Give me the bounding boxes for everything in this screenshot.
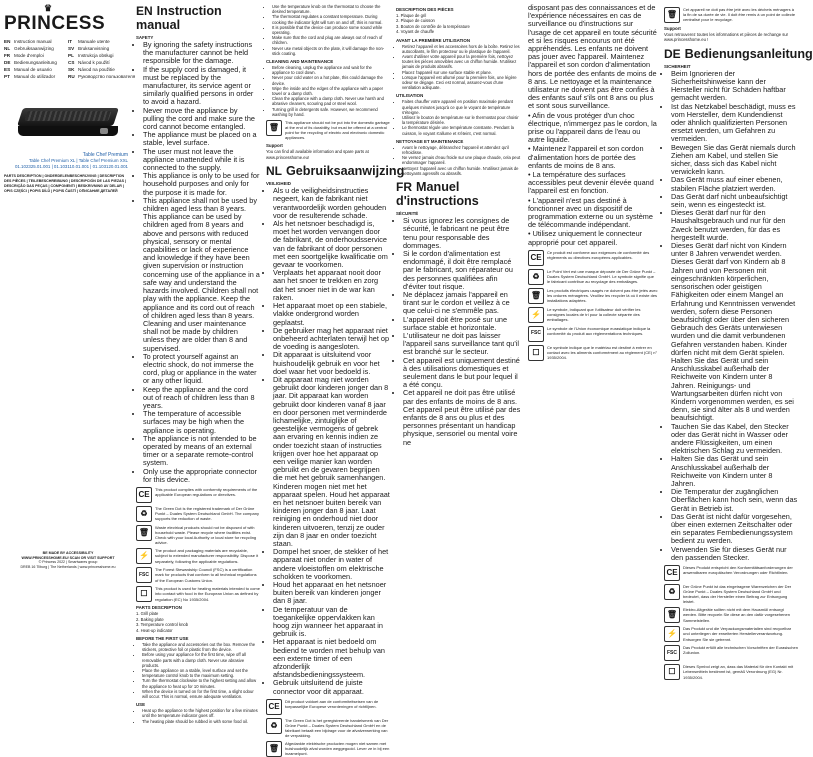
safety-item: • This appliance shall not be used by children aged less than 8 years. This appliance can be used by children aged from 8 years and above and persons with reduced physical, sensory or mental capabilities or lack of experience and knowledge if they have been given supervision or instruction concerning use of the appliance in a safe way and understand the hazards involved. Children shall not play with the appliance. Keep the appliance and its cord out of reach of children aged less than 8 years. Cleaning and user maintenance shall not be made by children unless they are older than 8 and supervised.	[143, 197, 260, 353]
safety-item: • Tauchen Sie das Kabel, den Stecker oder das Gerät nicht in Wasser oder andere Flüssigkeiten, um einen elektrischen Schlag zu vermeiden.	[671, 423, 798, 456]
en-use-list	[136, 708, 260, 724]
safety-item: • Si le cordon d'alimentation est endommagé, il doit être remplacé par le fabricant, son réparateur ou des personnes qualifiées afin d'éviter tout risque.	[403, 250, 522, 291]
symbol-note-text: Les produits électriques usagés ne doivent pas être jetés avec les ordures ménagères. Veuillez les recycler là où il existe des installations adaptées.	[547, 287, 658, 304]
instruction-item: • Place the appliance on a stable, level surface and set the temperature control knob to the maximum setting.	[142, 668, 260, 678]
symbol-note	[664, 664, 798, 680]
de-notes	[664, 565, 798, 680]
instruction-item: • When the device is turned on for the first time, a slight odour will occur. This is normal, ensure adequate ventilation.	[142, 689, 260, 699]
symbol-note-text: Der Grüne Punkt ist das eingetragene Warenzeichen der Der Grüne Punkt – Duales System Deutschland GmbH und bedeutet, dass der Hersteller einen Beitrag zur Entsorgung leistet.	[683, 584, 792, 605]
safety-paragraph: disposant pas des connaissances et de l'expérience nécessaires en cas de surveillance ou d'instructions sur l'usage de cet appareil en toute sécurité et si les risques encourus ont été appréhendés. Les enfants ne doivent pas jouer avec l'appareil. Maintenez l'appareil et son cordon d'alimentation hors de portée des enfants de moins de 8 ans. Le nettoyage et la maintenance utilisateur ne doivent pas être confiés à des enfants sauf s'ils ont 8 ans ou plus et sont sous surveillance.	[528, 3, 657, 111]
part-item: 3. Bouton de contrôle de la température	[396, 23, 470, 29]
symbol-note	[528, 250, 658, 266]
safety-paragraph: • La température des surfaces accessibles peut devenir élevée quand l'appareil est en fonction.	[528, 170, 654, 196]
fr-safety-list	[396, 217, 522, 447]
symbol-note	[136, 586, 260, 602]
fr-safety-continued	[528, 4, 658, 247]
instruction-item: • Never use metal objects on the plate, it will damage the non-stick coating.	[272, 46, 390, 56]
fr-before-list	[396, 44, 522, 91]
en-parts-heading: PARTS DESCRIPTION	[136, 605, 182, 611]
part-item: 2. Plaque de cuisson	[396, 18, 435, 24]
symbol-icon: ♻	[136, 506, 152, 522]
nl-notes	[266, 699, 390, 757]
language-entry: ES Manual de usuario	[4, 67, 52, 72]
fr-before-heading: AVANT LA PREMIÈRE UTILISATION	[396, 37, 470, 43]
symbol-note	[528, 288, 658, 304]
symbol-note-text: Afgedankte elektrische producten mogen niet samen met huishoudelijk afval worden weggegooid. Lever ze in bij een inzamelpunt.	[285, 741, 390, 757]
instruction-item: • Utilisez le bouton de température sur le thermostat pour choisir la température désirée.	[402, 115, 522, 125]
en-support-heading: Support	[266, 143, 283, 149]
fr-column	[396, 4, 522, 447]
symbol-note-text: Ce produit est conforme aux exigences de conformité des règlements ou directives européens applicables.	[547, 249, 650, 260]
fr-title: FR Manuel d'instructions	[396, 180, 479, 209]
safety-paragraph: • Afin de vous protéger d'un choc électrique, n'immergez pas le cordon, la prise ou l'appareil dans de l'eau ou autre liquide.	[528, 110, 657, 145]
safety-item: • Cet appareil est uniquement destiné à des utilisations domestiques et seulement dans le but pour lequel il a été conçu.	[403, 357, 522, 390]
symbol-note-text: The Green Dot is het geregistreerde handelsmerk van Der Grüne Punkt – Duales System Deutschland GmbH en de fabrikant betaalt een bijdrage voor de afvalverwerking van de verpakking.	[285, 717, 389, 739]
symbol-icon: FSC	[664, 645, 680, 661]
symbol-note	[266, 120, 390, 140]
language-entry: PL Instrukcja obsługi	[68, 53, 114, 58]
nl-title: NL Gebruiksaanwijzing	[266, 164, 405, 179]
en-notes	[136, 487, 260, 602]
symbol-icon: ⚡	[136, 548, 152, 564]
symbol-icon: ☐	[664, 664, 680, 680]
symbol-note-text: Elektro-Altgeräte sollten nicht mit dem Hausmüll entsorgt werden. Bitte recyceln Sie diese an den dafür vorgesehenen Sammelstellen.	[683, 607, 790, 623]
en-column	[136, 4, 260, 724]
symbol-note-text: Dieses Produkt entspricht den Konformitätsanforderungen der anwendbaren europäischen Verordnungen oder Richtlinien.	[683, 565, 793, 576]
instruction-item: • Faites chauffer votre appareil en position maximale pendant quelques minutes jusqu'à ce que le voyant de température s'éteigne.	[402, 99, 522, 115]
part-item: 3. Temperature control knob	[136, 622, 189, 628]
safety-item: • Verplaats het apparaat nooit door aan het snoer te trekken en zorg dat het snoer niet in de war kan raken.	[273, 269, 390, 302]
fr-parts-list	[396, 13, 522, 35]
grill-plate	[24, 111, 111, 121]
symbol-note	[664, 626, 798, 642]
instruction-item: • The heating plate should be rubbed in with some food oil.	[142, 719, 260, 724]
safety-item: • The appliance is not intended to be operated by means of an external timer or a separate remote-control system.	[143, 435, 260, 468]
safety-item: • Cet appareil ne doit pas être utilisé par des enfants de moins de 8 ans. Cet appareil peut être utilisé par des enfants de 8 ans ou plus et des personnes présentant un handicap physique, sensoriel ou mental voire ne	[403, 389, 522, 446]
en-before-list	[136, 642, 260, 699]
footer-made: BE MADE BY ACCESSIBILITY	[42, 550, 94, 555]
nl-safety-list	[266, 187, 390, 696]
temperature-knob	[100, 128, 108, 134]
safety-item: • Als het netsnoer beschadigd is, moet het worden vervangen door de fabrikant, de onderhoudsservice van de fabrikant of door personen met een soortgelijke kwalificatie om gevaar te voorkomen.	[273, 220, 390, 269]
symbol-note-text: This product complies with conformity requirements of the applicable European regulations or directives.	[155, 486, 258, 498]
symbol-icon: 🗑	[266, 120, 282, 136]
symbol-note	[664, 607, 798, 623]
symbol-note	[528, 269, 658, 285]
en-safety-list	[136, 41, 260, 484]
cover-footer	[4, 551, 132, 570]
language-entry: CS Návod k použití	[68, 60, 110, 65]
symbol-icon: 🗑	[266, 741, 282, 757]
safety-item: • Dit apparaat mag niet worden gebruikt door kinderen jonger dan 8 jaar. Dit apparaat kan worden gebruikt door kinderen vanaf 8 jaar en door personen met verminderde lichamelijke, zintuiglijke of geestelijke vermogens of gebrek aan ervaring en kennis indien ze onder toezicht staan of instructies krijgen over hoe het apparaat op een veilige manier kan worden gebruikt en de gevaren begrijpen die met het gebruik samenhangen. Kinderen mogen niet met het apparaat spelen. Houd het apparaat en het netsnoer buiten bereik van kinderen jonger dan 8 jaar. Laat reiniging en onderhoud niet door kinderen uitvoeren, tenzij ze ouder zijn dan 8 jaar en onder toezicht staan.	[273, 376, 390, 548]
en-parts-list	[136, 611, 260, 633]
safety-item: • Das Gerät ist nicht dafür vorgesehen, über einen externen Zeitschalter oder ein separates Fernbedienungssystem bedient zu werden.	[671, 513, 798, 546]
en-before-heading: BEFORE THE FIRST USE	[136, 635, 189, 641]
symbol-note-text: Le symbole de l'Union économique eurasiatique indique la conformité du produit aux réglementations techniques.	[547, 325, 651, 336]
symbol-icon: 🗑	[664, 607, 680, 623]
en-cleaning-list	[266, 65, 390, 117]
safety-item: • Houd het apparaat en het netsnoer buiten bereik van kinderen jonger dan 8 jaar.	[273, 581, 390, 606]
instruction-item: • Before cleaning, unplug the appliance and wait for the appliance to cool down.	[272, 65, 390, 75]
safety-paragraph: • L'appareil n'est pas destiné à fonctionner avec un dispositif de programmation externe ou un système de télécommande indépendant.	[528, 195, 653, 230]
safety-item: • Het apparaat moet op een stabiele, vlakke ondergrond worden geplaatst.	[273, 302, 390, 327]
symbol-note	[528, 307, 658, 323]
part-item: 1. Plaque de gril	[396, 13, 427, 18]
safety-item: • Das Gerät darf nicht unbeaufsichtigt sein, wenn es eingesteckt ist.	[671, 193, 798, 209]
symbol-icon: CE	[136, 487, 152, 503]
language-entry: IT Manuale utente	[68, 39, 110, 44]
symbol-note-text: Das Produkt erfüllt alle technischen Vorschriften der Eurasischen Zollunion.	[683, 645, 798, 656]
safety-item: • Als u de veiligheidsinstructies negeert, kan de fabrikant niet verantwoordelijk worden gehouden voor de resulterende schade.	[273, 187, 390, 220]
instruction-item: • Nettoyez l'appareil avec un chiffon humide. N'utilisez jamais de nettoyants agressifs ou abrasifs.	[402, 166, 522, 176]
safety-item: • L'appareil doit être posé sur une surface stable et horizontale.	[403, 316, 522, 332]
symbol-note-text: Dieses Symbol zeigt an, dass das Material für den Kontakt mit Lebensmitteln bestimmt ist, gemäß Verordnung (EG) Nr. 1935/2004.	[683, 664, 794, 680]
safety-item: • Si vous ignorez les consignes de sécurité, le fabricant ne peut être tenu pour responsable des dommages.	[403, 217, 522, 250]
nl-safety-heading: VEILIGHEID	[266, 181, 291, 187]
safety-item: • Verwenden Sie für dieses Gerät nur den passenden Stecker.	[671, 546, 798, 562]
instruction-item: • Placez l'appareil sur une surface stable et plane.	[402, 70, 522, 75]
safety-paragraph: • Maintenez l'appareil et son cordon d'alimentation hors de portée des enfants de moins de 8 ans.	[528, 144, 644, 170]
symbol-note-text: This appliance should not be put into the domestic garbage at the end of its durability, but must be offered at a central point for the recycling of electric and electronic domestic appliances.	[285, 120, 390, 141]
de-safety-heading: SICHERHEIT	[664, 63, 691, 69]
symbol-icon: ☐	[136, 586, 152, 602]
symbol-icon: FSC	[528, 326, 544, 342]
symbol-icon: ♻	[266, 718, 282, 734]
safety-item: • Die Temperatur der zugänglichen Oberflächen kann hoch sein, wenn das Gerät in Betrieb ist.	[671, 488, 798, 513]
safety-item: • Beim Ignorieren der Sicherheitshinweise kann der Hersteller nicht für Schäden haftbar gemacht werden.	[671, 70, 798, 103]
en-nl-column	[266, 4, 405, 757]
symbol-note	[664, 584, 798, 604]
language-entry: NL Gebruiksaanwijzing	[4, 46, 54, 51]
symbol-note-text: Le symbole, indiquant que l'utilisateur doit vérifier les consignes locales de tri pour la collecte séparée des emballages.	[547, 306, 641, 323]
fr-use-list	[396, 99, 522, 135]
instruction-item: • Le thermostat régule une température constante. Pendant la cuisson, le voyant s'allume et s'éteint, c'est normal.	[402, 125, 522, 135]
safety-item: • Never move the appliance by pulling the cord and make sure the cord cannot become entangled.	[143, 107, 260, 132]
fr-support-heading: Support	[664, 26, 681, 31]
language-entry: DE Bedienungsanleitung	[4, 60, 57, 65]
symbol-icon: ♻	[528, 269, 544, 285]
symbol-note	[266, 741, 390, 757]
symbol-note	[136, 525, 260, 545]
fr-support-text: Vous retrouverez toutes les informations et pièces de rechange sur www.princesshome.eu !	[664, 32, 789, 43]
cover-column	[4, 3, 136, 570]
safety-item: • Dieses Gerät darf nicht von Kindern unter 8 Jahren verwendet werden. Dieses Gerät darf von Kindern ab 8 Jahren und von Personen mit eingeschränkten körperlichen, sensorischen oder geistigen Fähigkeiten oder einem Mangel an Erfahrung und Kenntnissen verwendet werden, sofern diese Personen beaufsichtigt oder über den sicheren Gebrauch des Geräts unterwiesen wurden und die damit verbundenen Gefahren verstanden haben. Kinder dürfen nicht mit dem Gerät spielen. Halten Sie das Gerät und sein Anschlusskabel außerhalb der Reichweite von Kindern unter 8 Jahren. Reinigungs- und Wartungsarbeiten dürfen nicht von Kindern vorgenommen werden, es sei denn, sie sind älter als 8 und werden beaufsichtigt.	[671, 242, 798, 422]
symbol-note-text: Ce symbole indique que le matériau est destiné à entrer en contact avec les aliments conformément au règlement (CE) n° 1935/2004.	[547, 344, 658, 361]
product-models: Table Chef Premium XL | Table Chef Premium XXL	[29, 158, 128, 163]
en-title: EN Instruction manual	[136, 4, 222, 32]
language-entry: FR Mode d'emploi	[4, 53, 44, 58]
fr-cleaning-heading: NETTOYAGE ET MAINTENANCE	[396, 138, 464, 144]
language-entry: SV Bruksanvisning	[68, 46, 110, 51]
product-title: Table Chef Premium	[82, 152, 128, 158]
safety-item: • L'utilisateur ne doit pas laisser l'appareil sans surveillance tant qu'il est branché sur le secteur.	[403, 332, 522, 357]
fr-parts-heading: DESCRIPTION DES PIÈCES	[396, 7, 454, 12]
instruction-item: • Clean the appliance with a damp cloth. Never use harsh and abrasive cleaners, scouring pad or steel wool.	[272, 96, 390, 106]
de-safety-list	[664, 70, 798, 562]
language-entry: RU Руководство пользователя	[68, 74, 136, 79]
part-item: 1. Grill plate	[136, 611, 159, 617]
symbol-icon: CE	[664, 565, 680, 581]
crown-icon: ♛	[44, 3, 53, 13]
symbol-icon: FSC	[136, 567, 152, 583]
instruction-item: • Take the appliance and accessories out the box. Remove the stickers, protective foil or plastic from the device.	[142, 642, 260, 652]
fr-cleaning-list	[396, 145, 522, 176]
de-title: DE Bedienungsanleitung	[664, 46, 813, 61]
symbol-icon: ♻	[664, 584, 680, 600]
language-index	[4, 39, 136, 80]
instruction-item: • Turning grill in detergents safe. However, we recommend washing by hand.	[272, 107, 390, 117]
safety-item: • By ignoring the safety instructions the manufacturer cannot be held responsible for the damage.	[143, 41, 260, 66]
symbol-note-text: The product and packaging materials are recyclable, subject to extended manufacturer responsibility. Dispose it separately, following the applicable regulations.	[155, 548, 259, 564]
instruction-item: • Avant d'utiliser votre appareil pour la première fois, nettoyez toutes les pièces amovibles avec un chiffon humide. N'utilisez jamais de produits abrasifs.	[402, 54, 522, 70]
symbol-note-text: Le Point Vert est une marque déposée de Der Grüne Punkt – Duales System Deutschland GmbH. Le symbole signifie que le fabricant contribue au recyclage des emballages.	[547, 268, 656, 285]
symbol-note	[136, 506, 260, 522]
safety-item: • Dit apparaat is uitsluitend voor huishoudelijk gebruik en voor het doel waar het voor bedoeld is.	[273, 351, 390, 376]
instruction-item: • Avant le nettoyage, débranchez l'appareil et attendez qu'il refroidisse.	[402, 145, 522, 155]
safety-item: • De temperatuur van de toegankelijke oppervlakken kan hoog zijn wanneer het apparaat in gebruik is.	[273, 606, 390, 639]
en-support-text: You can find all available information and spare parts at www.princesshome.eu!	[266, 149, 369, 160]
symbol-icon: CE	[266, 699, 282, 715]
brand-logo	[4, 4, 132, 35]
symbol-note-text: The Green Dot is the registered trademark of Der Grüne Punkt – Duales System Deutschland GmbH. The company supports the reduction of waste.	[155, 505, 259, 522]
instruction-item: • Turn the thermostat clockwise to the highest setting and allow the appliance to heat up for 10 minutes.	[142, 678, 260, 688]
safety-item: • Halten Sie das Gerät und sein Anschlusskabel außerhalb der Reichweite von Kindern unter 8 Jahren.	[671, 455, 798, 488]
safety-item: • Ist das Netzkabel beschädigt, muss es vom Hersteller, dem Kundendienst oder ähnlich qualifizierten Personen ersetzt werden, um Gefahren zu vermeiden.	[671, 103, 798, 144]
fr-use-heading: UTILISATION	[396, 93, 424, 99]
safety-item: • De gebruiker mag het apparaat niet onbeheerd achterlaten terwijl het op de voeding is aangesloten.	[273, 327, 390, 352]
instruction-item: • Wipe the inside and the edges of the appliance with a paper towel or a damp cloth.	[272, 86, 390, 96]
instruction-item: • Retirez l'appareil et les accessoires hors de la boîte. Retirez les autocollants, le film protecteur ou le plastique de l'appareil.	[402, 44, 522, 54]
safety-item: • The user must not leave the appliance unattended while it is connected to the supply.	[143, 148, 260, 173]
safety-item: • Only use the appropriate connector for this device.	[143, 468, 260, 484]
symbol-note	[266, 718, 390, 738]
safety-item: • Dieses Gerät darf nur für den Haushaltsgebrauch und nur für den Zweck benutzt werden, für das es hergestellt wurde.	[671, 209, 798, 242]
symbol-note-text: This product is used for heating materials intended to come into contact with food in the European Union as defined by regulation (EC) No 1935/2004.	[155, 586, 260, 602]
instruction-item: • It is possible that the device can produce some sound while operating.	[272, 25, 390, 35]
en-disposal-note	[266, 120, 390, 140]
safety-item: • If the supply cord is damaged, it must be replaced by the manufacturer, its service agent or similarly qualified persons in order to avoid a hazard.	[143, 66, 260, 107]
safety-item: • Bewegen Sie das Gerät niemals durch Ziehen am Kabel, und stellen Sie sicher, dass sich das Kabel nicht verwickeln kann.	[671, 144, 798, 177]
symbol-note-text: Waste electrical products should not be disposed of with household waste. Please recycle where facilities exist. Check with your local Authority or local store for recycling advice.	[155, 524, 257, 546]
safety-item: • This appliance is only to be used for household purposes and only for the purpose it is made for.	[143, 172, 260, 197]
instruction-item: • Ne versez jamais d'eau froide sur une plaque chaude, cela peut endommager l'appareil.	[402, 155, 522, 165]
instruction-item: • Never pour cold water on a hot plate, this could damage the device.	[272, 75, 390, 85]
language-entry: EN Instruction manual	[4, 39, 52, 44]
instruction-item: • The thermostat regulates a constant temperature. During cooking the indicator light will turn on and off, this is normal.	[272, 14, 390, 24]
symbol-icon: 🗑	[136, 525, 152, 541]
fr-disposal-note	[664, 7, 798, 23]
symbol-icon: ⚡	[528, 307, 544, 323]
instruction-item: • Lorsque l'appareil est allumé pour la première fois, une légère odeur se dégage. Ceci est normal, assurez-vous d'une ventilation adéquate.	[402, 75, 522, 91]
safety-paragraph: • Utilisez uniquement le connecteur approprié pour cet appareil.	[528, 229, 643, 247]
symbol-note-text: The Forest Stewardship Council (FSC) is a certification mark for products that conform to all technical regulations of the European Customs Union.	[155, 567, 257, 583]
symbol-icon: ☐	[528, 345, 544, 361]
safety-item: • Ne déplacez jamais l'appareil en tirant sur le cordon et veillez à ce que celui-ci ne s'emmêle pas.	[403, 291, 522, 316]
en-use-heading: USE	[136, 702, 146, 708]
brand-name: PRINCESS	[4, 13, 106, 34]
symbol-note	[664, 645, 798, 661]
symbol-note	[266, 699, 390, 715]
safety-item: • The temperature of accessible surfaces may be high when the appliance is operating.	[143, 410, 260, 435]
symbol-note-text: Dit product voldoet aan de conformiteitseisen van de toepasselijke Europese verordeningen of richtlijnen.	[285, 698, 379, 709]
footer-address: DREB 16 Tilburg | The Netherlands | www.princesshome.eu	[20, 565, 116, 570]
part-item: 2. Baking plate	[136, 616, 164, 622]
product-article: 01.102325.01.001 | 01.103110.01.001 | 01.103120.01.001	[14, 164, 128, 169]
symbol-note	[136, 548, 260, 564]
instruction-item: • Use the temperature knob on the thermostat to choose the desired temperature.	[272, 4, 390, 14]
symbol-note	[136, 487, 260, 503]
symbol-icon: ⚡	[664, 626, 680, 642]
language-entry: SK Návod na použitie	[68, 67, 115, 72]
product-image	[4, 92, 132, 148]
symbol-icon: 🗑	[528, 288, 544, 304]
footer-copyright: © Princess 2022 | Smartwares group	[38, 560, 98, 565]
symbol-note	[528, 345, 658, 361]
symbol-icon: CE	[528, 250, 544, 266]
de-column	[664, 4, 813, 680]
safety-item: • Keep the appliance and the cord out of reach of children less than 8 years.	[143, 386, 260, 411]
symbol-note-text: Cet appareil ne doit pas être jeté avec les déchets ménagers à la fin de sa durée de vie. Il doit être remis à un point de collecte centralisé pour le recyclage.	[683, 7, 796, 23]
parts-description-line: PARTS DESCRIPTION | ONDERDELENBESCHRIJVING | DESCRIPTION DES PIÈCES | TEILEBESCHREIBUNG | DESCRIPCIÓN DE LAS PIEZAS | DESCRIÇÃO DAS PEÇAS | COMPONENTI | BESKRIVNING AV DELAR | OPIS CZĘŚCI | POPIS DÍLŮ | POPIS ČASTÍ | ОПИСАНИЕ ДЕТАЛЕЙ	[4, 174, 127, 193]
instruction-item: • Heat up the appliance to the highest position for a few minutes until the temperature indicator goes off.	[142, 708, 260, 718]
footer-url: WWW.PRINCESSHOME.EU/ SCAN OR VISIT SUPPORT	[21, 555, 115, 560]
fr-notes	[528, 250, 658, 361]
en-cleaning-heading: CLEANING AND MAINTENANCE	[266, 59, 334, 65]
symbol-note-text: Das Produkt und die Verpackungsmaterialien sind recycelbar und unterliegen der erweiterten Herstellerverantwortung. Entsorgen Sie sie getrennt.	[683, 626, 792, 642]
instruction-item: • Before using your appliance for the first time, wipe off all removable parts with a damp cloth. Never use abrasive products.	[142, 652, 260, 668]
safety-item: • Das Gerät muss auf einer ebenen, stabilen Fläche platziert werden.	[671, 176, 798, 192]
part-item: 4. Voyant de chauffe	[396, 29, 435, 35]
symbol-note	[664, 565, 798, 581]
safety-item: • Dompel het snoer, de stekker of het apparaat niet onder in water of andere vloeistoffen om elektrische schokken te voorkomen.	[273, 548, 390, 581]
symbol-note	[664, 7, 798, 23]
safety-item: • Gebruik uitsluitend de juiste connector voor dit apparaat.	[273, 679, 390, 695]
fr-continued-column	[528, 4, 658, 361]
language-entry: PT Manual do utilizador	[4, 74, 56, 79]
symbol-note	[136, 567, 260, 583]
symbol-icon: 🗑	[664, 7, 680, 23]
en-use-continued	[266, 4, 390, 56]
safety-item: • To protect yourself against an electric shock, do not immerse the cord, plug or appliance in the water or any other liquid.	[143, 353, 260, 386]
safety-item: • Het apparaat is niet bedoeld om bediend te worden met behulp van een externe timer of een afzonderlijk afstandsbedieningssysteem.	[273, 638, 390, 679]
symbol-note	[528, 326, 658, 342]
instruction-item: • Make sure that the cord and plug are always out of reach of children.	[272, 35, 390, 45]
part-item: 4. Heat-up indicator	[136, 627, 173, 633]
fr-safety-heading: SÉCURITÉ	[396, 211, 419, 217]
safety-item: • The appliance must be placed on a stable, level surface.	[143, 131, 260, 147]
en-safety-heading: SAFETY	[136, 35, 154, 40]
